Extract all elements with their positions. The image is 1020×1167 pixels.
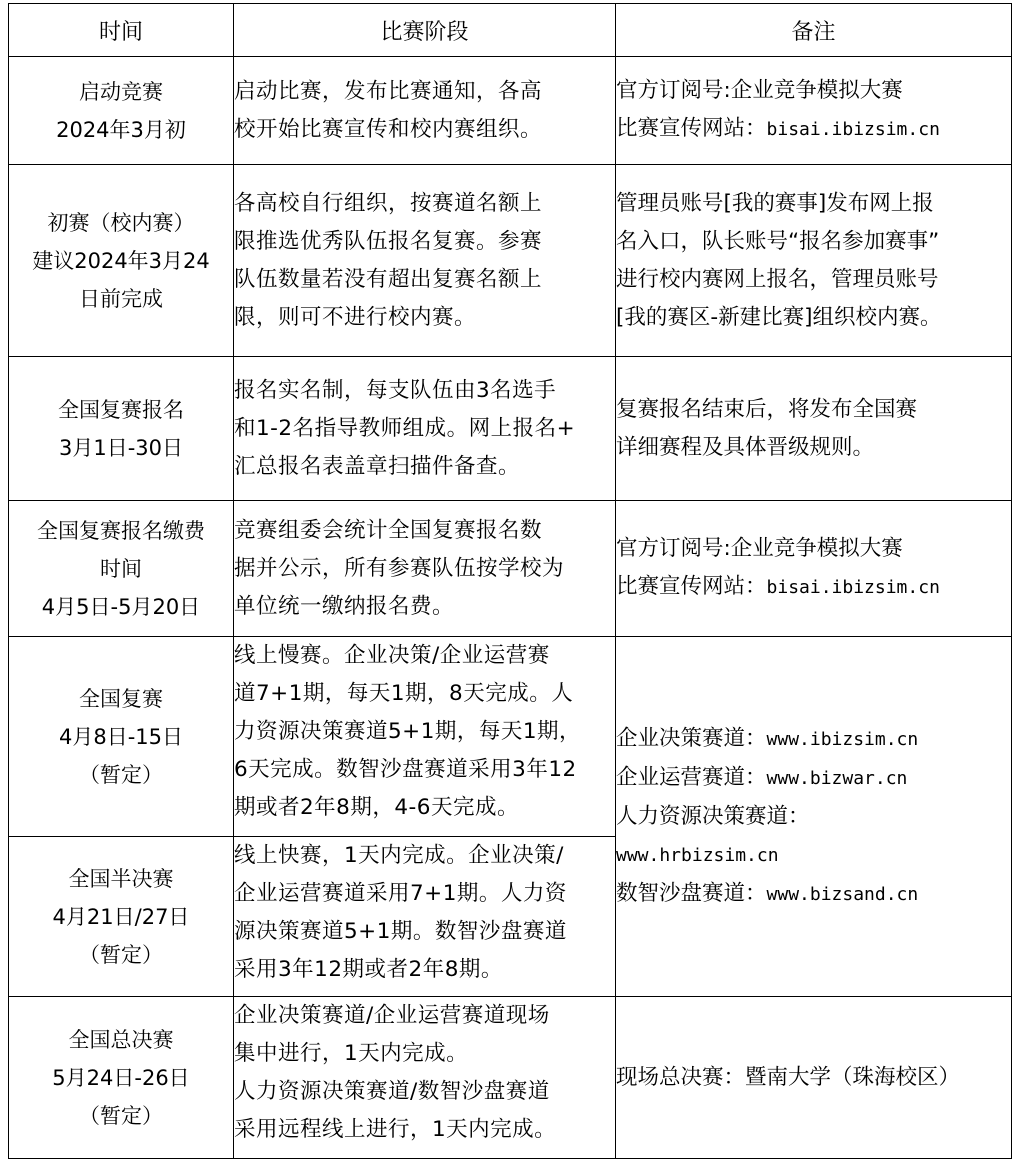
table-row [9, 165, 1012, 357]
stage-line: 单位统一缴纳报名费。 [234, 593, 455, 619]
stage-line: 采用远程线上进行，1天内完成。 [234, 1117, 557, 1142]
time-line: 全国复赛报名缴费 [37, 518, 205, 543]
note-cell [616, 637, 1012, 997]
website-link[interactable]: www.hrbizsim.cn [616, 844, 779, 866]
time-line: 日前完成 [79, 286, 163, 311]
stage-line: 线上慢赛。企业决策/企业运营赛 [234, 643, 550, 668]
note-line: 详细赛程及具体晋级规则。 [616, 434, 875, 460]
stage-line: 企业运营赛道采用7+1期。人力资 [234, 881, 567, 906]
time-cell [9, 165, 234, 357]
note-line: 管理员账号[我的赛事]发布网上报 [616, 190, 934, 216]
note-cell [616, 997, 1012, 1159]
stage-line: 汇总报名表盖章扫描件备查。 [234, 453, 521, 479]
header-row [9, 4, 1012, 57]
note-line [616, 568, 1011, 607]
time-line: （暂定） [79, 942, 163, 967]
note-label: 企业运营赛道： [616, 764, 767, 790]
website-link[interactable]: bisai.ibizsim.cn [766, 119, 940, 140]
note-line: 复赛报名结束后，将发布全国赛 [616, 396, 918, 422]
time-line: 全国复赛报名 [58, 397, 184, 422]
stage-line: 采用3年12期或者2年8期。 [234, 957, 503, 982]
note-line: 官方订阅号:企业竞争模拟大赛 [616, 78, 903, 103]
competition-schedule-table [8, 3, 1012, 1159]
stage-line: 力资源决策赛道5+1期，每天1期， [234, 719, 582, 744]
note-label: 人力资源决策赛道： [616, 803, 810, 829]
time-line: 全国半决赛 [68, 866, 174, 891]
time-line: 2024年3月初 [56, 117, 186, 142]
note-line: [我的赛区-新建比赛]组织校内赛。 [616, 304, 942, 330]
time-line: （暂定） [79, 1103, 163, 1128]
website-link[interactable]: www.ibizsim.cn [766, 728, 919, 750]
note-cell [616, 165, 1012, 357]
stage-line: 和1-2名指导教师组成。网上报名+ [234, 415, 576, 441]
stage-cell [234, 165, 616, 357]
note-label: 比赛宣传网站： [616, 574, 767, 599]
stage-line: 报名实名制，每支队伍由3名选手 [234, 377, 557, 403]
stage-line: 道7+1期，每天1期，8天完成。人 [234, 681, 574, 706]
note-line: 进行校内赛网上报名，管理员账号 [616, 266, 939, 292]
note-line [616, 836, 1011, 875]
table-row [9, 997, 1012, 1159]
stage-line: 源决策赛道5+1期。数智沙盘赛道 [234, 919, 567, 944]
time-line: 建议2024年3月24 [32, 248, 210, 273]
stage-cell [234, 997, 616, 1159]
stage-line: 企业决策赛道/企业运营赛道现场 [234, 1003, 550, 1028]
time-line: 启动竞赛 [79, 79, 163, 104]
stage-line: 6天完成。数智沙盘赛道采用3年12 [234, 757, 577, 782]
stage-line: 人力资源决策赛道/数智沙盘赛道 [234, 1079, 550, 1104]
time-line: 时间 [100, 556, 142, 581]
stage-cell [234, 357, 616, 501]
stage-line: 校开始比赛宣传和校内赛组织。 [234, 116, 543, 142]
stage-line: 集中进行，1天内完成。 [234, 1041, 469, 1066]
note-line [616, 798, 1011, 836]
time-line: 全国复赛 [79, 686, 163, 711]
note-line [616, 759, 1011, 798]
note-line [616, 720, 1011, 759]
stage-line: 据并公示，所有参赛队伍按学校为 [234, 555, 565, 581]
table-row [9, 637, 1012, 837]
note-cell [616, 57, 1012, 165]
website-link[interactable]: www.bizwar.cn [766, 767, 908, 789]
stage-cell [234, 837, 616, 997]
stage-cell [234, 57, 616, 165]
time-line: 全国总决赛 [68, 1027, 174, 1052]
time-cell [9, 57, 234, 165]
time-cell [9, 501, 234, 637]
time-line: 3月1日-30日 [58, 435, 184, 460]
note-line: 官方订阅号:企业竞争模拟大赛 [616, 536, 903, 561]
note-label: 数智沙盘赛道： [616, 880, 767, 906]
note-label: 企业决策赛道： [616, 725, 767, 751]
time-cell [9, 357, 234, 501]
stage-line: 线上快赛，1天内完成。企业决策/ [234, 843, 564, 868]
time-line: 4月5日-5月20日 [41, 594, 201, 619]
note-label: 比赛宣传网站： [616, 116, 767, 141]
header-notes: 备注 [616, 4, 1012, 57]
header-stage: 比赛阶段 [234, 4, 616, 57]
time-line: （暂定） [79, 762, 163, 787]
stage-line: 启动比赛，发布比赛通知，各高 [234, 78, 543, 104]
note-line [616, 875, 1011, 914]
table-row [9, 357, 1012, 501]
time-line: 4月21日/27日 [52, 904, 190, 929]
table-row [9, 57, 1012, 165]
stage-line: 限推选优秀队伍报名复赛。参赛 [234, 228, 543, 254]
note-cell [616, 357, 1012, 501]
stage-cell [234, 501, 616, 637]
stage-line: 竞赛组委会统计全国复赛报名数 [234, 517, 543, 543]
table-row [9, 501, 1012, 637]
time-line: 4月8日-15日 [58, 724, 184, 749]
time-line: 5月24日-26日 [52, 1065, 190, 1090]
time-line: 初赛（校内赛） [47, 210, 195, 235]
stage-line: 队伍数量若没有超出复赛名额上 [234, 266, 543, 292]
note-cell [616, 501, 1012, 637]
website-link[interactable]: www.bizsand.cn [766, 883, 919, 905]
stage-cell [234, 637, 616, 837]
note-line: 现场总决赛：暨南大学（珠海校区） [616, 1064, 961, 1090]
stage-line: 限，则可不进行校内赛。 [234, 304, 477, 330]
stage-line: 期或者2年8期，4-6天完成。 [234, 795, 519, 820]
website-link[interactable]: bisai.ibizsim.cn [766, 577, 940, 598]
note-line [616, 110, 1011, 149]
stage-line: 各高校自行组织，按赛道名额上 [234, 190, 543, 216]
time-cell [9, 837, 234, 997]
note-line: 名入口，队长账号“报名参加赛事” [616, 228, 940, 254]
header-time: 时间 [9, 4, 234, 57]
time-cell [9, 997, 234, 1159]
time-cell [9, 637, 234, 837]
